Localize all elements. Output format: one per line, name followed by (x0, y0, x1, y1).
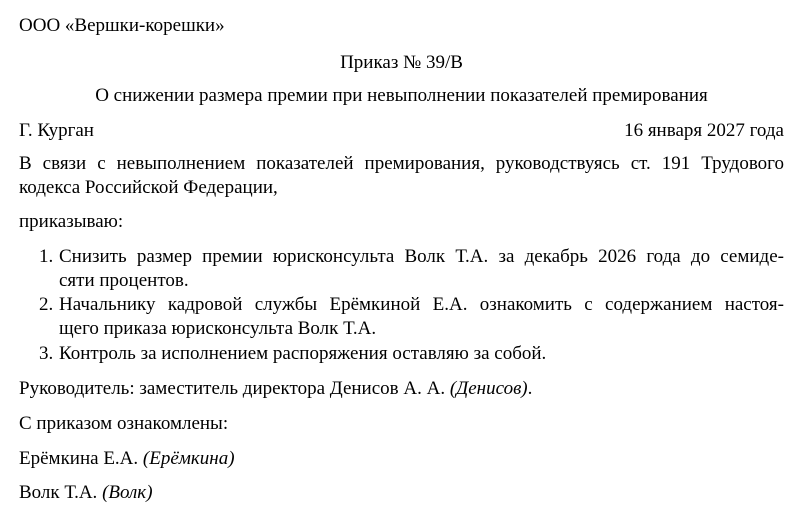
acquainted-person-1 (19, 447, 235, 471)
item-number: 2. (39, 294, 54, 315)
company-name: ООО «Вершки-корешки» (19, 15, 225, 36)
intro-text-line-2: кодекса Российской Федерации, (19, 177, 278, 198)
item-text-line-1: Контроль за исполнением распоряжения оставляю за собой. (59, 343, 547, 364)
item-text-line-2: сяти процентов. (59, 270, 189, 291)
acquainted-person-2 (19, 481, 153, 505)
head-signature-line: Руководитель: заместитель директора Денисов А. А. (Денисов). (19, 378, 533, 399)
item-text-line-1: Снизить размер премии юрисконсульта Волк Т.А. за декабрь 2026 года до семиде- (59, 246, 784, 267)
head-signature-label: Руководитель: заместитель директора Денисов А. А. (19, 378, 446, 399)
order-subject: О снижении размера премии при невыполнении показателей премирования (95, 85, 708, 106)
order-word: приказываю: (19, 211, 124, 232)
person-signature: (Ерёмкина) (142, 448, 235, 469)
item-text-line-1: Начальнику кадровой службы Ерёмкиной Е.А. ознакомить с содержанием настоя- (59, 294, 784, 315)
person-signature: (Волк) (102, 482, 153, 503)
order-title: Приказ № 39/В (340, 52, 463, 73)
item-number: 1. (39, 246, 54, 267)
person-name: Ерёмкина Е.А. (19, 448, 139, 469)
item-text-line-2: щего приказа юрисконсульта Волк Т.А. (59, 318, 377, 339)
order-city: Г. Курган (19, 120, 94, 141)
person-name: Волк Т.А. (19, 482, 98, 503)
acquainted-label: С приказом ознакомлены: (19, 413, 229, 434)
order-date: 16 января 2027 года (624, 120, 784, 141)
head-signature: (Денисов) (449, 378, 528, 399)
item-number: 3. (39, 343, 54, 364)
intro-text-line-1: В связи с невыполнением показателей премирования, руководствуясь ст. 191 Трудового (19, 153, 784, 174)
